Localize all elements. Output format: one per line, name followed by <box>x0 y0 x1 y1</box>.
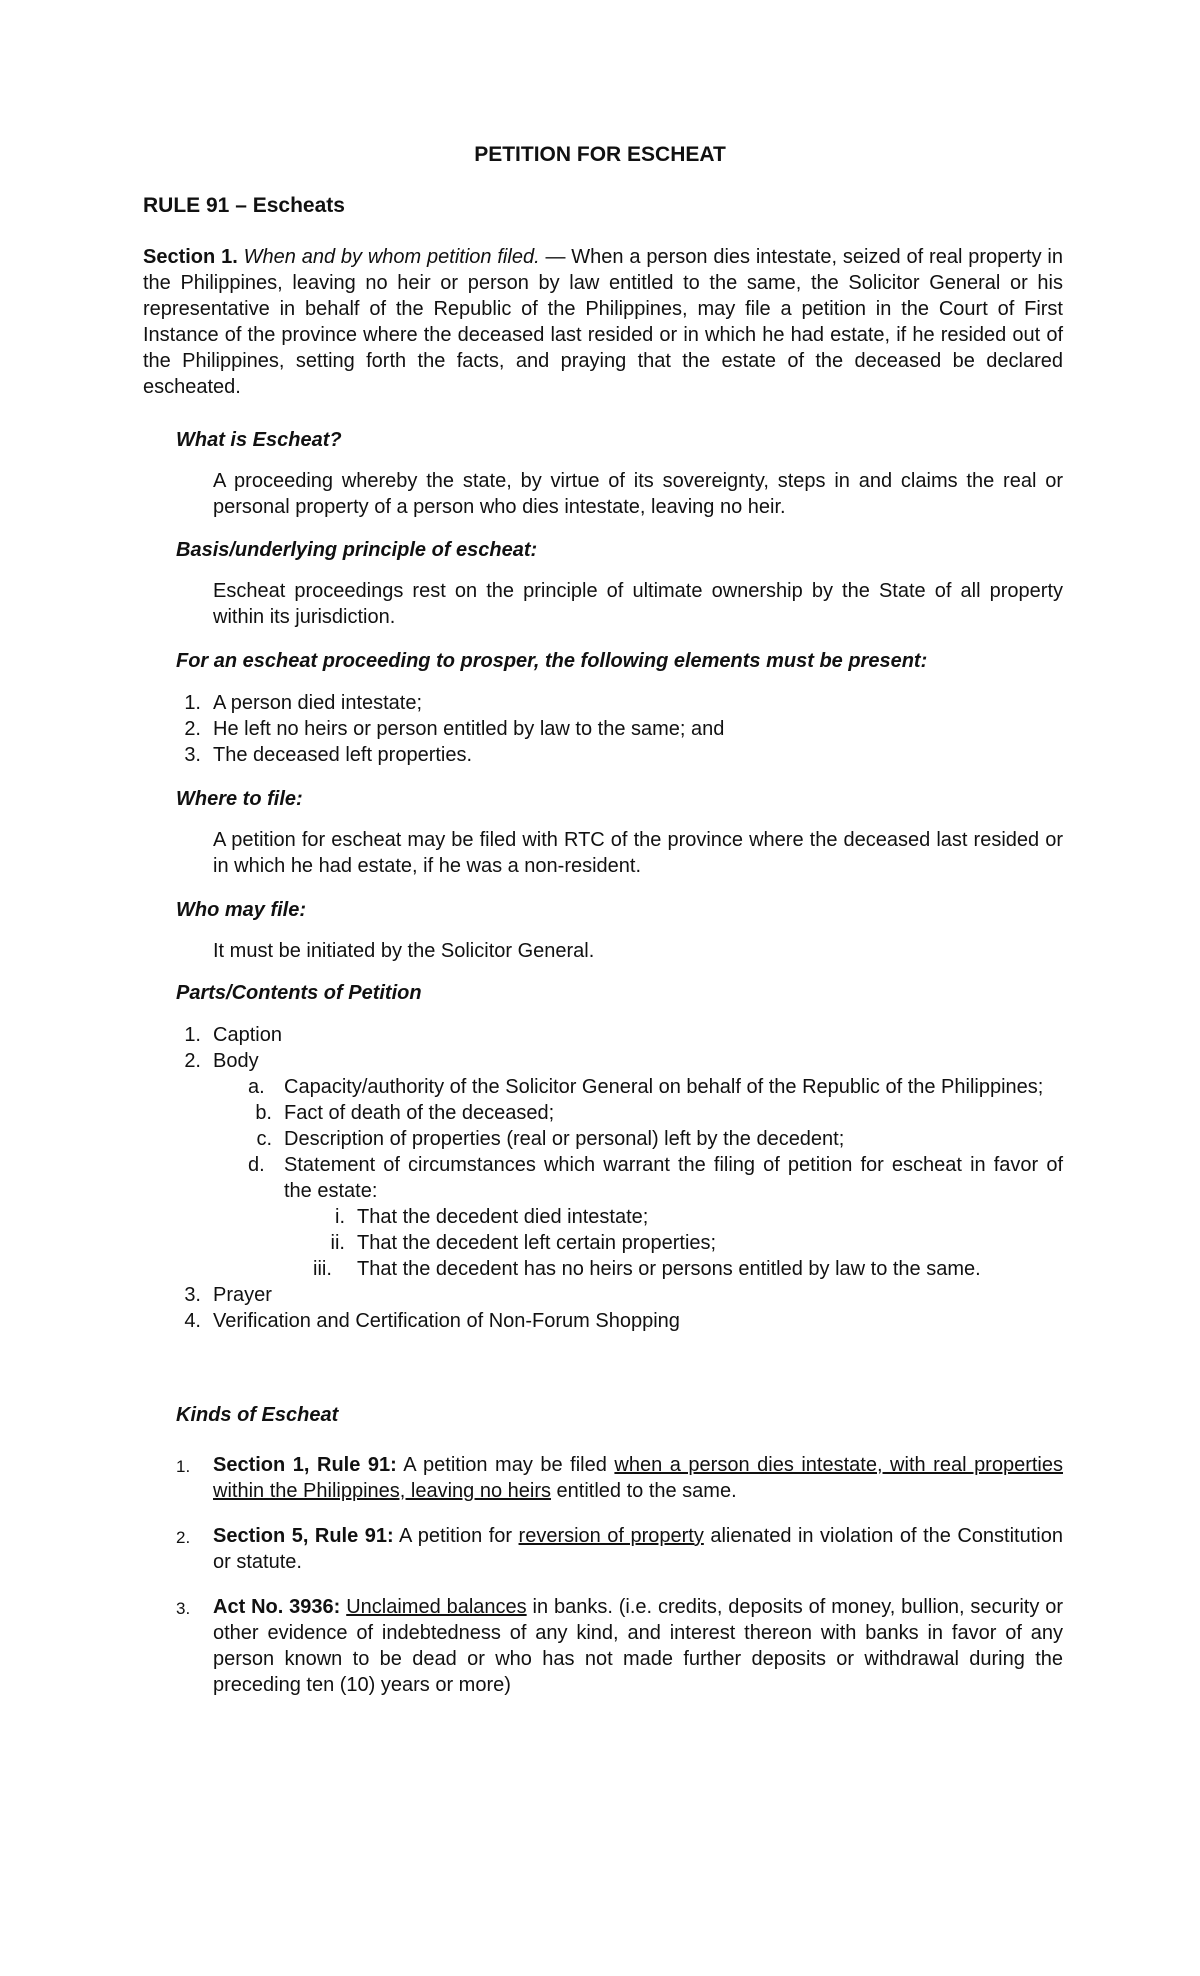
kind-3-paragraph: Act No. 3936: Unclaimed balances in banks. (i.e. credits, deposits of money, bullion, security or other evidence of indebtedness of any kind, and interest thereon with banks in favor of any person known to be dead or who has not made further deposits or withdrawal during the preceding ten (10) years or more) <box>213 1596 1063 1696</box>
who-may-file-body: It must be initiated by the Solicitor General. <box>213 940 595 962</box>
kind-2-number: 2. <box>176 1528 191 1547</box>
what-is-escheat-body: A proceeding whereby the state, by virtue of its sovereignty, steps in and claims the real or personal property of a person who dies intestate, leaving no heir. <box>213 470 1063 518</box>
circumstances-sublist <box>313 1204 1063 1282</box>
section-1-text: — When a person dies intestate, seized of real property in the Philippines, leaving no heir or person by law entitled to the same, the Solicitor General or his representative in behalf of the Republic of the Philippines, may file a petition in the Court of First Instance of the province where the deceased last resided or in which he had estate, if he resided out of the Philippines, setting forth the facts, and praying that the estate of the deceased be declared escheated. <box>143 246 1063 398</box>
list-item: 1. Caption <box>184 1024 282 1046</box>
parts-list <box>184 1022 1063 1334</box>
list-item: 1. A person died intestate; <box>184 692 423 714</box>
list-item: iii. That the decedent has no heirs or persons entitled by law to the same. <box>313 1258 981 1280</box>
list-item: 4. Verification and Certification of Non-Forum Shopping <box>184 1310 680 1332</box>
elements-list <box>184 690 1063 768</box>
who-may-file-heading: Who may file: <box>176 899 307 921</box>
kind-2-paragraph: Section 5, Rule 91: A petition for reversion of property alienated in violation of the Constitution or statute. <box>213 1525 1063 1573</box>
where-to-file-body: A petition for escheat may be filed with RTC of the province where the deceased last resided or in which he had estate, if he was a non-resident. <box>213 829 1063 877</box>
list-item: d. Statement of circumstances which warrant the filing of petition for escheat in favor of the estate: <box>248 1154 1063 1202</box>
list-item: ii. That the decedent left certain properties; <box>330 1232 717 1254</box>
rule-heading: RULE 91 – Escheats <box>143 194 345 217</box>
basis-heading: Basis/underlying principle of escheat: <box>176 539 538 561</box>
basis-body: Escheat proceedings rest on the principle of ultimate ownership by the State of all property within its jurisdiction. <box>213 580 1063 628</box>
list-item: 2. He left no heirs or person entitled by law to the same; and <box>184 718 725 740</box>
kind-1-paragraph: Section 1, Rule 91: A petition may be filed when a person dies intestate, with real properties within the Philippines, leaving no heirs entitled to the same. <box>213 1454 1063 1502</box>
where-to-file-heading: Where to file: <box>176 788 303 810</box>
list-item: a. Capacity/authority of the Solicitor General on behalf of the Republic of the Philippines; <box>248 1076 1044 1098</box>
list-item: c. Description of properties (real or personal) left by the decedent; <box>256 1128 845 1150</box>
kind-1-number: 1. <box>176 1457 191 1476</box>
what-is-escheat-heading: What is Escheat? <box>176 429 342 451</box>
body-sublist <box>248 1074 1063 1282</box>
section-1-caption: When and by whom petition filed. <box>243 246 540 268</box>
parts-heading: Parts/Contents of Petition <box>176 982 422 1004</box>
document-title: PETITION FOR ESCHEAT <box>474 143 726 166</box>
elements-heading: For an escheat proceeding to prosper, the following elements must be present: <box>176 650 928 672</box>
section-1-paragraph <box>143 244 1063 400</box>
list-item: 3. The deceased left properties. <box>184 744 473 766</box>
kind-3-number: 3. <box>176 1599 191 1618</box>
list-item: 2. Body <box>184 1050 259 1072</box>
list-item: 3. Prayer <box>184 1284 272 1306</box>
kinds-heading: Kinds of Escheat <box>176 1404 339 1426</box>
list-item: b. Fact of death of the deceased; <box>255 1102 555 1124</box>
list-item: i. That the decedent died intestate; <box>335 1206 649 1228</box>
section-1-label: Section 1. <box>143 246 238 268</box>
